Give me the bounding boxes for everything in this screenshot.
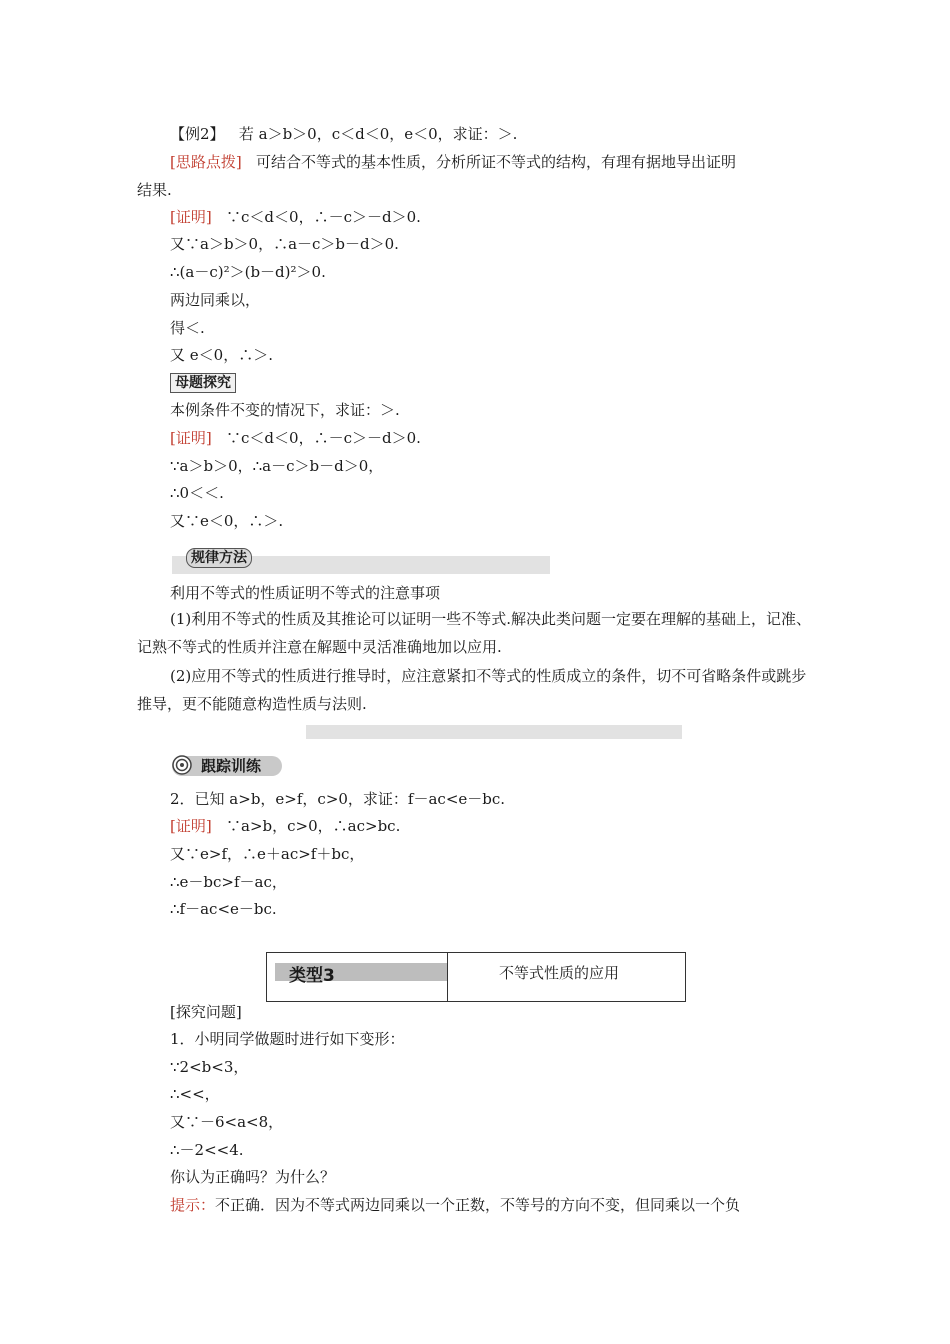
explore-line-4: 又∵－6<a<8， [170,1113,284,1131]
example-proof-line-6: 又 e＜0，∴＞. [170,346,273,364]
mother-proof-tag: [证明] [170,429,212,447]
mother-proof-line-1 [170,428,421,448]
proof-text: ∵a>b，c>0，∴ac>bc. [226,817,401,835]
hint-line [170,1195,740,1215]
mother-proof-line-2: ∵a＞b＞0，∴a－c＞b－d＞0， [170,457,384,475]
example-proof-line-3: ∴(a－c)²＞(b－d)²＞0. [170,263,326,281]
proof-text: ∵c＜d＜0，∴－c＞－d＞0. [226,208,421,226]
training-proof-line-3: ∴e－bc>f－ac， [170,873,287,891]
method-title: 利用不等式的性质证明不等式的注意事项 [170,584,441,602]
type3-title: 不等式性质的应用 [499,964,620,982]
mother-proof-line-3: ∴0＜＜. [170,484,224,502]
example-proof-line-2: 又∵a＞b＞0，∴a－c＞b－d＞0. [170,235,399,253]
training-proof-line-2: 又∵e>f，∴e＋ac>f＋bc， [170,845,365,863]
mother-badge: 母题探究 [170,373,236,393]
training-proof-line-1 [170,816,400,836]
method-item-2: (2)应用不等式的性质进行推导时，应注意紧扣不等式的性质成立的条件，切不可省略条件或跳步推导，更不能随意构造性质与法则. [137,667,807,713]
target-icon [172,755,192,775]
example-proof-line-1 [170,207,421,227]
hint-text: 不正确．因为不等式两边同乘以一个正数，不等号的方向不变，但同乘以一个负 [215,1196,741,1214]
method-item-1: (1)利用不等式的性质及其推论可以证明一些不等式.解决此类问题一定要在理解的基础上，记准、记熟不等式的性质并注意在解题中灵活准确地加以应用. [137,610,812,656]
explore-tag: [探究问题] [170,1003,242,1021]
idea-text-continued: 结果. [137,181,172,199]
section-divider [306,725,682,739]
explore-line-2: ∵2<b<3， [170,1058,249,1076]
example-statement: 若 a＞b＞0，c＜d＜0，e＜0，求证：＞. [238,125,518,143]
training-proof-line-4: ∴f－ac<e－bc. [170,900,277,918]
explore-line-5: ∴－2<<4. [170,1141,244,1159]
type3-header [266,952,686,1002]
method-badge: 规律方法 [186,548,252,568]
training-proof-tag: [证明] [170,817,212,835]
idea-text: 可结合不等式的基本性质，分析所证不等式的结构，有理有据地导出证明 [256,153,737,171]
training-badge: 跟踪训练 [201,757,262,775]
example-statement-line [170,124,517,144]
example-proof-tag: [证明] [170,208,212,226]
proof-text: ∵c＜d＜0，∴－c＞－d＞0. [226,429,421,447]
mother-statement: 本例条件不变的情况下，求证：＞. [170,401,400,419]
mother-proof-line-4: 又∵e＜0，∴＞. [170,512,284,530]
idea-line [170,152,736,172]
idea-tag: [思路点拨] [170,153,242,171]
example-label: 【例2】 [170,125,225,143]
hint-tag: 提示： [170,1196,216,1214]
type3-label: 类型3 [289,966,335,986]
explore-line-3: ∴<<， [170,1085,220,1103]
explore-line-1: 1．小明同学做题时进行如下变形： [170,1030,405,1048]
training-question: 2．已知 a>b，e>f，c>0，求证：f－ac<e－bc. [170,790,506,808]
example-proof-line-4: 两边同乘以， [170,291,261,309]
type3-label-cell [267,953,448,1001]
example-proof-line-5: 得＜. [170,319,205,337]
explore-line-6: 你认为正确吗？为什么？ [170,1168,336,1186]
